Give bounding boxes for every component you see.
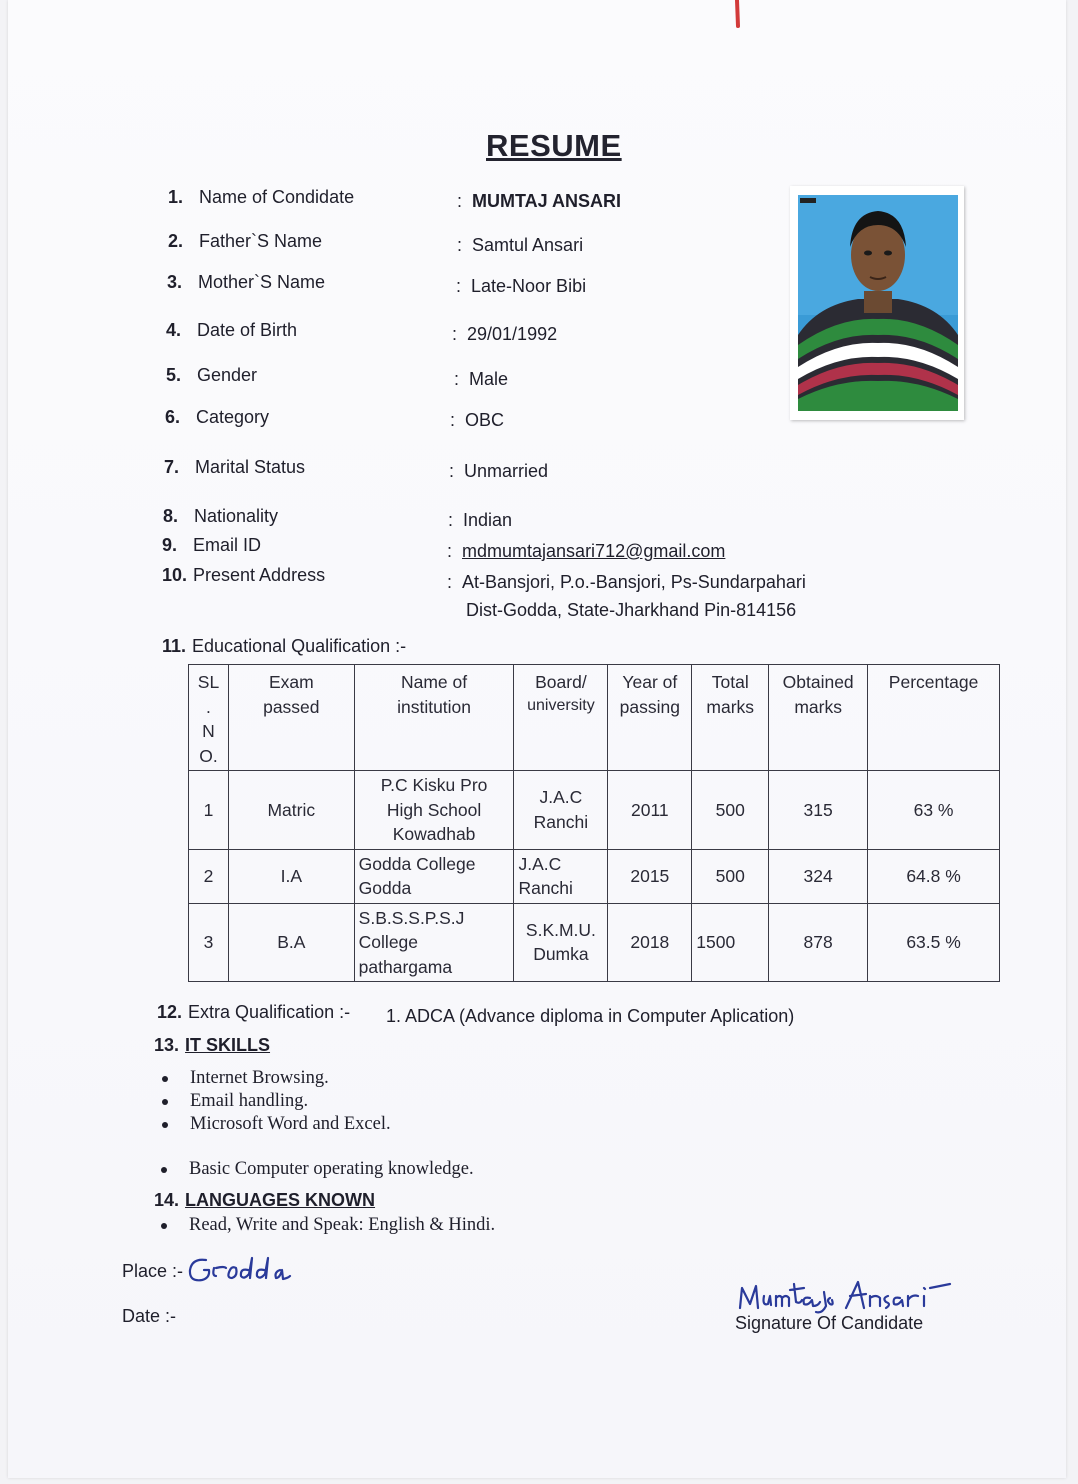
field-father-label: 2. Father`S Name	[168, 231, 323, 251]
cell-total: 1500	[692, 903, 769, 982]
field-address-label: 10. Present Address	[162, 565, 326, 585]
field-marital-label: 7. Marital Status	[164, 457, 306, 477]
cell-total: 500	[692, 771, 769, 850]
resume-title: RESUME	[486, 128, 622, 163]
it-skills-list-extra	[159, 1159, 474, 1182]
cell-sl: 3	[189, 903, 229, 982]
header-institution: Name of institution	[354, 665, 514, 771]
cell-board: J.A.C Ranchi	[514, 771, 608, 850]
it-skills-heading: 13. IT SKILLS	[154, 1035, 271, 1055]
cell-institution: Godda College Godda	[354, 849, 514, 903]
field-father-value: : Samtul Ansari	[457, 235, 584, 255]
list-item: Basic Computer operating knowledge.	[159, 1159, 474, 1182]
cell-institution: S.B.S.S.P.S.J College pathargama	[354, 903, 514, 982]
field-gender-value: : Male	[454, 369, 509, 389]
red-pen-mark	[735, 0, 742, 30]
field-dob-label: 4. Date of Birth	[166, 320, 298, 340]
header-exam: Exam passed	[228, 665, 354, 771]
field-mother-value: : Late-Noor Bibi	[456, 276, 587, 296]
cell-year: 2018	[608, 903, 692, 982]
extra-qualification-heading: 12. Extra Qualification :-	[157, 1002, 351, 1022]
field-gender-label: 5. Gender	[166, 365, 258, 385]
cell-percentage: 63.5 %	[868, 903, 1000, 982]
languages-heading: 14. LANGUAGES KNOWN	[154, 1190, 376, 1210]
table-row	[189, 849, 1000, 903]
cell-board: J.A.C Ranchi	[514, 849, 608, 903]
list-item: Internet Browsing.	[160, 1068, 391, 1091]
education-table	[188, 664, 1000, 982]
field-name-value: : MUMTAJ ANSARI	[457, 191, 622, 211]
cell-year: 2015	[608, 849, 692, 903]
cell-total: 500	[692, 849, 769, 903]
header-board: Board/ university	[514, 665, 608, 771]
field-email-label: 9. Email ID	[162, 535, 262, 555]
field-marital-value: : Unmarried	[449, 461, 549, 481]
header-percentage: Percentage	[868, 665, 1000, 771]
field-mother-label: 3. Mother`S Name	[167, 272, 326, 292]
cell-board: S.K.M.U. Dumka	[514, 903, 608, 982]
cell-exam: Matric	[228, 771, 354, 850]
cell-obtained: 324	[769, 849, 868, 903]
cell-obtained: 315	[769, 771, 868, 850]
it-skills-list	[160, 1068, 391, 1137]
portrait-image	[798, 195, 958, 411]
cell-exam: I.A	[228, 849, 354, 903]
field-category-label: 6. Category	[165, 407, 270, 427]
cell-obtained: 878	[769, 903, 868, 982]
field-nationality-label: 8. Nationality	[163, 506, 279, 526]
resume-page	[8, 0, 1066, 1478]
table-header-row	[189, 665, 1000, 771]
list-item: Read, Write and Speak: English & Hindi.	[159, 1215, 495, 1238]
cell-percentage: 64.8 %	[868, 849, 1000, 903]
signature-label: Signature Of Candidate	[735, 1313, 924, 1333]
cell-institution: P.C Kisku Pro High School Kowadhab	[354, 771, 514, 850]
field-name-label: 1. Name of Condidate	[168, 187, 355, 207]
education-heading: 11. Educational Qualification :-	[162, 636, 407, 656]
cell-percentage: 63 %	[868, 771, 1000, 850]
field-address-value: : At-Bansjori, P.o.-Bansjori, Ps-Sundarpahari	[447, 572, 806, 592]
field-address-value-line2: Dist-Godda, State-Jharkhand Pin-814156	[466, 600, 797, 620]
table-row	[189, 903, 1000, 982]
field-nationality-value: : Indian	[448, 510, 513, 530]
cell-year: 2011	[608, 771, 692, 850]
languages-list	[159, 1215, 495, 1238]
header-year: Year of passing	[608, 665, 692, 771]
header-obtained: Obtained marks	[769, 665, 868, 771]
cell-sl: 2	[189, 849, 229, 903]
field-email-value: : mdmumtajansari712@gmail.com	[447, 541, 726, 561]
field-dob-value: : 29/01/1992	[452, 324, 558, 344]
header-total: Total marks	[692, 665, 769, 771]
list-item: Microsoft Word and Excel.	[160, 1114, 391, 1137]
table-row	[189, 771, 1000, 850]
field-category-value: : OBC	[450, 410, 505, 430]
candidate-photo	[790, 186, 964, 420]
date-label: Date :-	[122, 1306, 177, 1326]
extra-qualification-value: 1. ADCA (Advance diploma in Computer Aplication)	[386, 1006, 795, 1026]
list-item: Email handling.	[160, 1091, 391, 1114]
place-label: Place :-	[122, 1261, 184, 1281]
cell-sl: 1	[189, 771, 229, 850]
place-handwriting	[186, 1254, 302, 1288]
cell-exam: B.A	[228, 903, 354, 982]
header-sl: SL . N O.	[189, 665, 229, 771]
signature-handwriting	[734, 1274, 964, 1316]
